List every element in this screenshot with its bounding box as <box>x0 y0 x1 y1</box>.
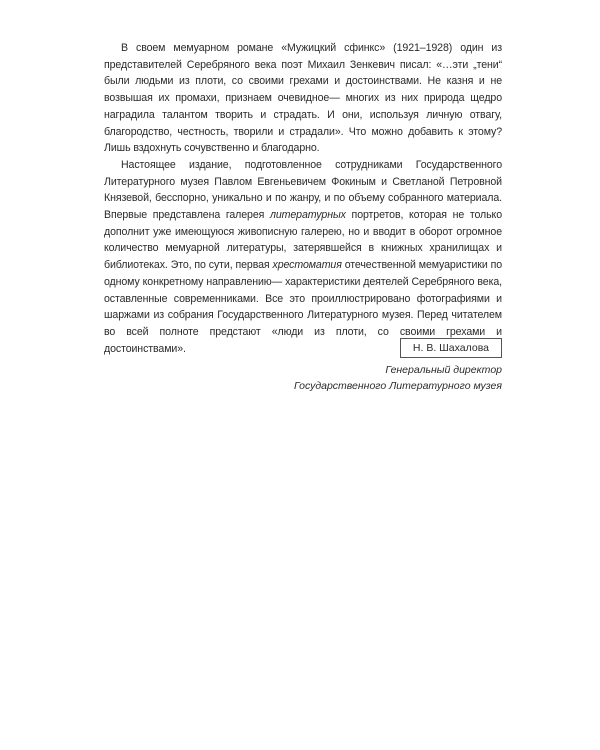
signature-name: Н. В. Шахалова <box>412 342 489 354</box>
paragraph-2 <box>104 157 502 357</box>
paragraph-1 <box>104 40 502 157</box>
preface-text <box>104 40 502 357</box>
text-segment: портретов, которая не только дополнит уже имеющуюся живописную галерею, но и вводит в оборот огромное количество мемуарной литературы, затерявшейся в книжных хранилищах и библиотеках. Это, по сути, первая <box>104 209 502 272</box>
signature-title-line-2: Государственного Литературного музея <box>293 380 502 392</box>
text-segment: Настоящее издание, подготовленное сотрудниками Государственного Литературного музея Павлом Евгеньевичем Фокиным и Светланой Петровной Князевой, бесспорно, уникально и по жанру, и по объему собранного материала. Впервые представлена галерея <box>104 158 502 222</box>
signature-name-box <box>400 338 502 358</box>
text-segment: отечественной мемуаристики по одному конкретному направлению— характеристики деятелей Серебряного века, оставленные современниками. Все это проиллюстрировано фотографиями и шаржами из собрания Государственного Литературного музея. Перед читателем во всей полноте предстают «люди из плоти, со своими грехами и достоинствами». <box>104 259 502 355</box>
italic-text: хрестоматия <box>272 259 342 272</box>
signature-title-line-1: Генеральный директор <box>385 364 502 376</box>
signature-title <box>294 362 502 394</box>
italic-text: литературных <box>269 209 346 222</box>
text-segment: В своем мемуарном романе «Мужицкий сфинкс» (1921–1928) один из представителей Серебряного века поэт Михаил Зенкевич писал: «…эти „тени“ были людьми из плоти, со своими грехами и достоинствами. Не казня и не возвышая их промахи, признаем очевидное— многих из них природа щедро наградила талантом творить и страдать. И они, используя личную отвагу, благородство, честность, творили и страдали». Что можно добавить к этому? Лишь вздохнуть сочувственно и благодарно. <box>104 42 502 155</box>
